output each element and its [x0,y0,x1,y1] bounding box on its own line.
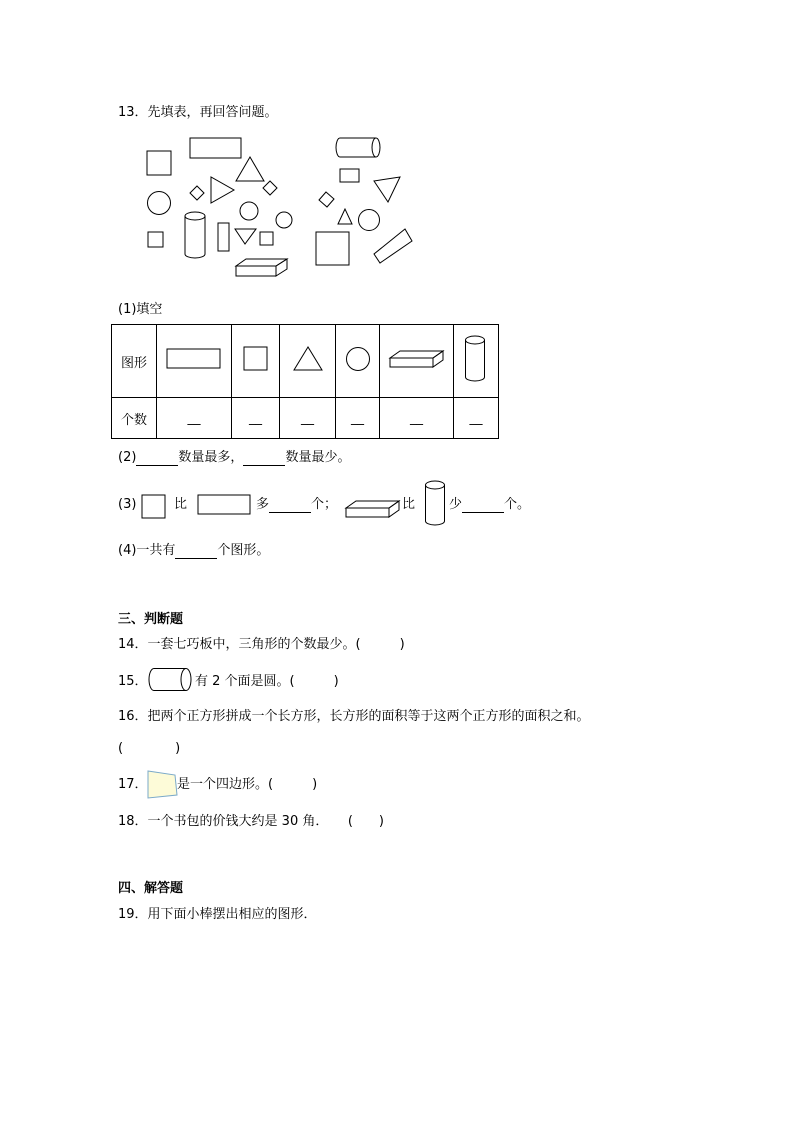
part3-ge1: 个； [311,497,338,512]
rectangle-shape [340,169,359,182]
q15-number: 15． [118,674,148,689]
header-rectangle [157,325,232,398]
q13-title: 13．先填表，再回答问题。 [118,105,278,120]
triangle-shape [236,157,264,181]
header-cuboid [380,325,454,398]
quadrilateral-icon [147,770,181,800]
square-shape [147,151,171,175]
part4-suffix: 个图形。 [217,543,270,558]
circle-shape [276,212,292,228]
answer-blank[interactable] [136,465,178,466]
square-icon [141,494,167,520]
q18-text: 18．一个书包的价钱大约是 30 角． ( ) [118,814,384,829]
circle-shape [148,192,171,215]
q16-text: 16．把两个正方形拼成一个长方形，长方形的面积等于这两个正方形的面积之和。 [118,709,590,724]
header-square [232,325,280,398]
count-blank-triangle[interactable]: __ [280,398,336,439]
part2-prefix: (2) [118,450,137,465]
q16-answer-paren[interactable]: ( ) [118,741,181,756]
triangle-shape [235,229,256,244]
part3-ge2: 个。 [504,497,531,512]
header-triangle [280,325,336,398]
cylinder-icon [424,480,448,528]
q13-part2 [118,450,350,466]
shapes-picture [0,0,794,300]
diamond-square-shape [319,192,334,207]
square-shape [316,232,349,265]
triangle-shape [374,177,400,202]
part3-duo: 多 [256,497,270,512]
section-4-heading: 四、解答题 [118,881,184,896]
q14-text: 14．一套七巧板中，三角形的个数最少。( ) [118,637,405,652]
q13-part3-prefix: (3) [118,497,137,512]
answer-blank[interactable] [175,558,217,559]
cylinder-horizontal-shape [336,138,380,157]
q13-part3-less [449,497,530,513]
answer-blank[interactable] [462,512,504,513]
part2-text2: 数量最少。 [285,450,351,465]
square-shape [148,232,163,247]
q13-part3-more [256,497,337,513]
row-label-shape: 图形 [112,325,157,398]
diamond-square-shape [263,181,277,195]
q13-part1-label: (1)填空 [118,302,163,317]
q19-text: 19．用下面小棒摆出相应的图形． [118,907,317,922]
q17-number: 17． [118,777,148,792]
square-shape [260,232,273,245]
rectangle-shape [374,229,412,263]
cylinder-horizontal-icon [148,667,194,693]
circle-shape [359,210,380,231]
rectangle-shape [218,223,229,251]
q15-text: 有 2 个面是圆。( ) [195,674,339,689]
cuboid-shape [236,259,287,276]
count-blank-cylinder[interactable]: __ [454,398,499,439]
q17-text: 是一个四边形。( ) [177,777,318,792]
shape-count-table [111,324,499,439]
count-blank-rectangle[interactable]: __ [157,398,232,439]
part2-text1: 数量最多， [178,450,244,465]
part4-prefix: (4)一共有 [118,543,176,558]
answer-blank[interactable] [243,465,285,466]
triangle-shape [338,209,352,224]
count-blank-circle[interactable]: __ [336,398,380,439]
cuboid-icon [345,498,401,520]
count-blank-square[interactable]: __ [232,398,280,439]
part3-bi: 比 [174,497,188,512]
cylinder-shape [185,212,205,258]
header-circle [336,325,380,398]
rectangle-icon [197,494,253,516]
diamond-square-shape [190,186,204,200]
q13-part4 [118,543,269,559]
rectangle-shape [190,138,241,158]
answer-blank[interactable] [269,512,311,513]
section-3-heading: 三、判断题 [118,612,184,627]
circle-shape [240,202,258,220]
part3-bi2: 比 [402,497,416,512]
count-blank-cuboid[interactable]: __ [380,398,454,439]
triangle-shape [211,177,234,203]
header-cylinder [454,325,499,398]
row-label-count: 个数 [112,398,157,439]
part3-shao: 少 [449,497,463,512]
